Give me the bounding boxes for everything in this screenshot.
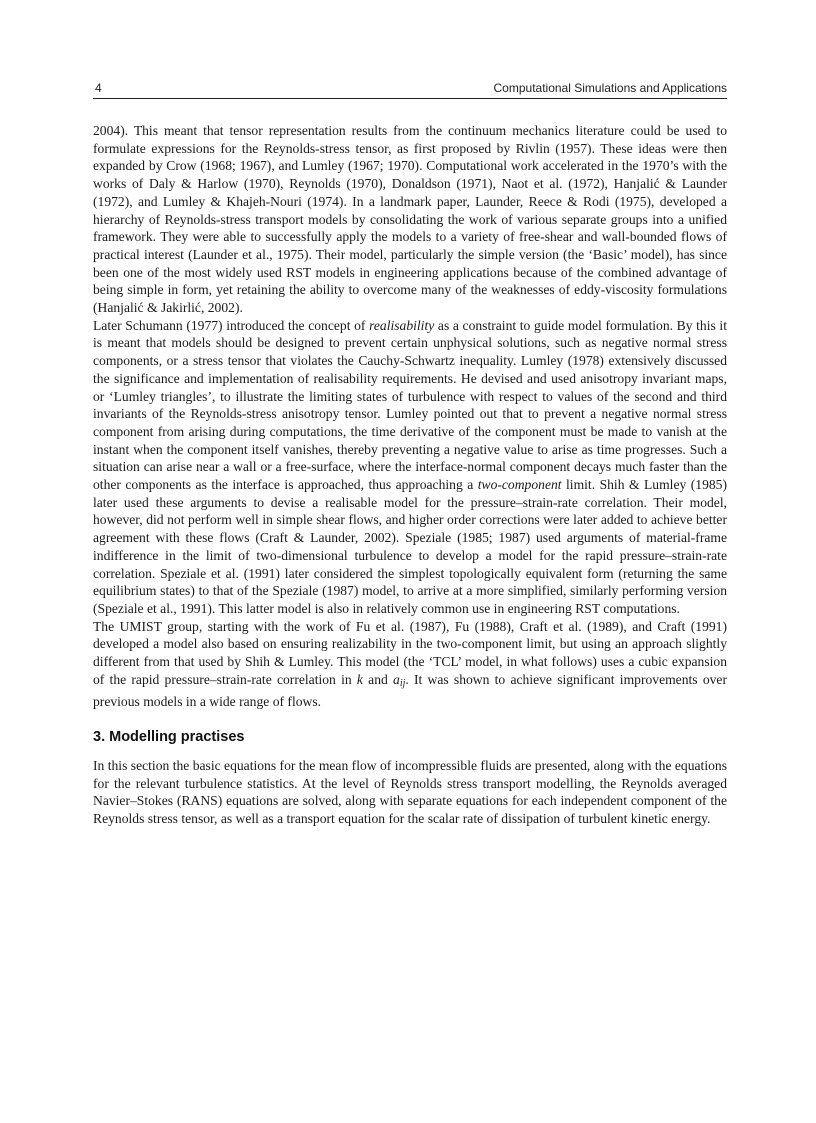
emphasis-two-component: two-component <box>477 477 562 493</box>
text-run: . It was shown to achieve significant improvements over previous models in a wide range of flows. <box>93 671 727 709</box>
paragraph-realisability <box>93 317 727 618</box>
body-text <box>93 122 727 828</box>
text-run: as a constraint to guide model formulation. By this it is meant that models should be designed to prevent certain unphysical solutions, such as negative normal stress components, or a stress tensor that violates the Cauchy-Schwartz inequality. Lumley (1978) extensively discussed the significance and implementation of realisability requirements. He devised and used anisotropy invariant maps, or ‘Lumley triangles’, to illustrate the limiting states of turbulence with respect to values of the second and third invariants of the Reynolds-stress anisotropy tensor. Lumley pointed out that to prevent a negative normal stress component from arising during computations, the time derivative of the component must be made to vanish at the instant when the component itself vanishes, thereby preventing a negative value to arise as time progresses. Such a situation can arise near a wall or a free-surface, where the interface-normal component decays much faster than the other components as the interface is approached, thus approaching a <box>93 317 727 493</box>
text-run: limit. Shih & Lumley (1985) later used these arguments to devise a realisable model for the pressure–strain-rate correlation. Their model, however, did not perform well in simple shear flows, and higher order corrections were later added to achieve better agreement with these flows (Craft & Launder, 2002). Speziale (1985; 1987) used arguments of material-frame indifference in the limit of two-dimensional turbulence to develop a model for the rapid pressure–strain-rate correlation. Speziale et al. (1991) later considered the simplest topologically equivalent form (returning the same equilibrium states) to that of the Speziale (1987) model, to arrive at a more simplified, similarly performing version (Speziale et al., 1991). This latter model is also in relatively common use in engineering RST computations. <box>93 477 727 616</box>
paragraph-umist <box>93 618 727 711</box>
math-k: k <box>356 671 363 687</box>
emphasis-realisability: realisability <box>369 317 435 333</box>
page-number: 4 <box>95 81 102 95</box>
text-run: Later Schumann (1977) introduced the concept of <box>93 317 370 333</box>
paragraph-history: 2004). This meant that tensor representation results from the continuum mechanics literature could be used to formulate expressions for the Reynolds-stress tensor, as first proposed by Rivlin (1957). These ideas were then expanded by Crow (1968; 1967), and Lumley (1967; 1970). Computational work accelerated in the 1970’s with the works of Daly & Harlow (1970), Reynolds (1970), Donaldson (1971), Naot et al. (1972), Hanjalić & Launder (1972), and Lumley & Khajeh-Nouri (1974). In a landmark paper, Launder, Reece & Rodi (1975), developed a hierarchy of Reynolds-stress transport models by consolidating the work of various separate groups into a unified framework. They were able to successfully apply the models to a variety of free-shear and wall-bounded flows of practical interest (Launder et al., 1975). Their model, particularly the simple version (the ‘Basic’ model), has since been one of the most widely used RST models in engineering applications because of the combined advantage of being simple in form, yet retaining the ability to overcome many of the weaknesses of eddy-viscosity formulations (Hanjalić & Jakirlić, 2002). <box>93 123 727 316</box>
running-title: Computational Simulations and Applications <box>493 81 727 95</box>
math-subscript-ij: ij <box>399 677 406 689</box>
section-heading: 3. Modelling practises <box>93 729 245 746</box>
paragraph-modelling-intro: In this section the basic equations for the mean flow of incompressible fluids are presented, along with the equations for the relevant turbulence statistics. At the level of Reynolds stress transport modelling, the Reynolds averaged Navier–Stokes (RANS) equations are solved, along with separate equations for each independent component of the Reynolds stress tensor, as well as a transport equation for the scalar rate of dissipation of turbulent kinetic energy. <box>93 757 727 827</box>
text-run: and <box>362 671 394 687</box>
math-a: a <box>393 671 400 687</box>
running-header <box>93 80 727 99</box>
text-run: The UMIST group, starting with the work of Fu et al. (1987), Fu (1988), Craft et al. (1989), and Craft (1991) developed a model also based on ensuring realizability in the two-component limit, but using an approach slightly different from that used by Shih & Lumley. This model (the ‘TCL’ model, in what follows) uses a cubic expansion of the rapid pressure–strain-rate correlation in <box>93 618 727 687</box>
